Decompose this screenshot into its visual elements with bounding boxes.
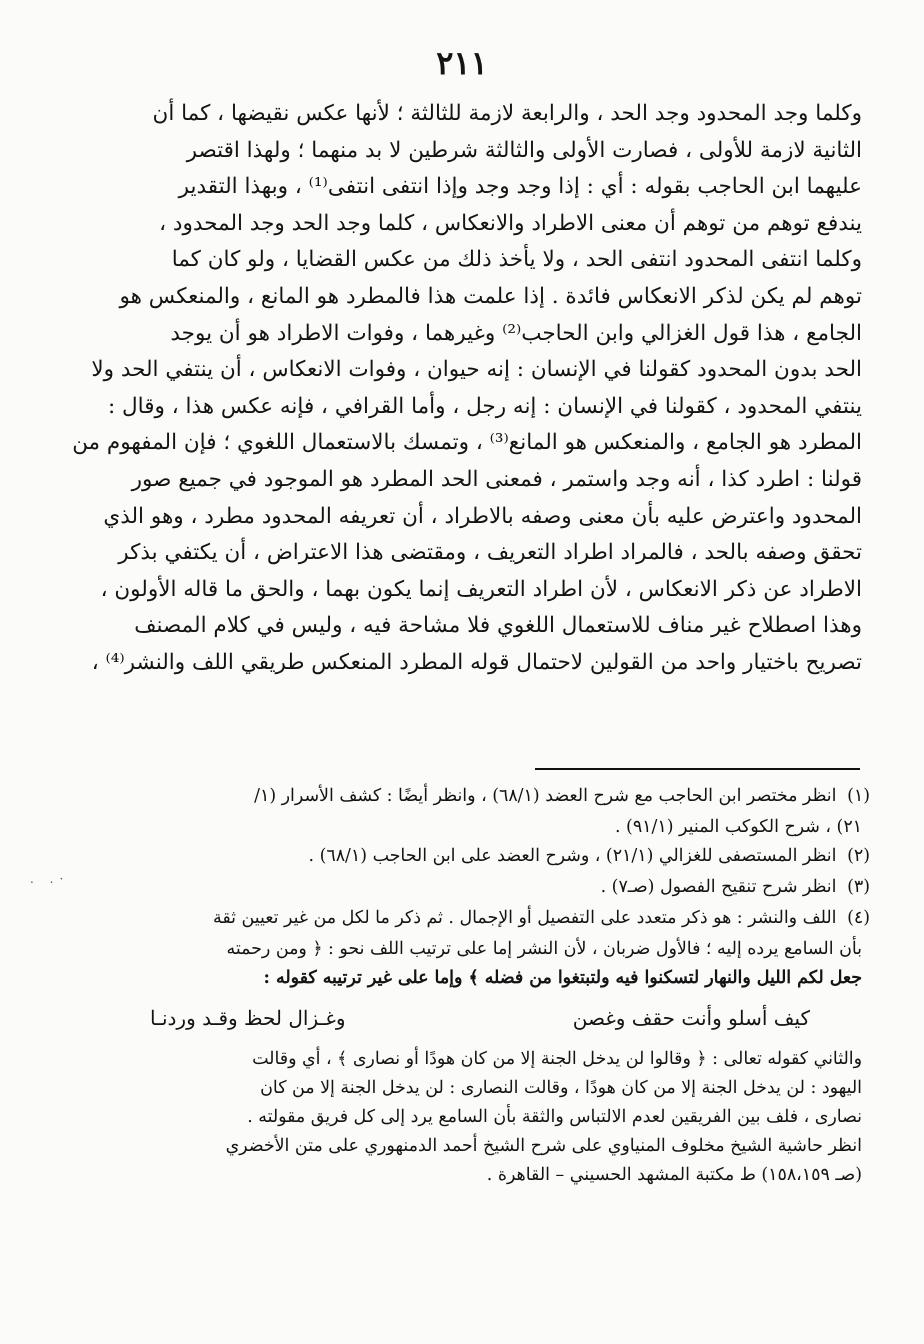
footnote-divider xyxy=(535,768,860,770)
stray-marks: . .· xyxy=(30,872,70,886)
body-line: تصريح باختيار واحد من القولين لاحتمال قوله المطرد المنعكس طريقي اللف والنشر⁽⁴⁾ ، xyxy=(91,649,862,675)
footnote-number: (٢) xyxy=(847,846,870,866)
body-line: الجامع ، هذا قول الغزالي وابن الحاجب⁽²⁾ وغيرهما ، وفوات الاطراد هو أن يوجد xyxy=(170,320,862,346)
body-line: وكلما وجد المحدود وجد الحد ، والرابعة لازمة للثالثة ؛ لأنها عكس نقيضها ، كما أن xyxy=(152,101,862,126)
footnote-2 xyxy=(62,842,870,871)
body-line: يندفع توهم من توهم أن معنى الاطراد والانعكاس ، كلما وجد الحد وجد المحدود ، xyxy=(159,210,862,236)
body-line: وكلما انتفى المحدود انتفى الحد ، ولا يأخذ ذلك من عكس القضايا ، ولو كان كما xyxy=(171,247,862,273)
body-line: المحدود واعترض عليه بأن معنى وصفه بالاطراد ، أن تعريفه المحدود مطرد ، وهو الذي xyxy=(103,503,862,529)
body-line: توهم لم يكن لذكر الانعكاس فائدة . إذا علمت هذا فالمطرد هو المانع ، والمنعكس هو xyxy=(119,283,862,309)
footnotes-section xyxy=(62,782,870,1190)
footnote-1 xyxy=(62,782,870,811)
footnote-3 xyxy=(62,873,870,902)
footnote-text: اللف والنشر : هو ذكر متعدد على التفصيل أو الإجمال . ثم ذكر ما لكل من غير تعيين ثقة xyxy=(213,908,837,928)
footnote-4-line: (صـ ١٥٨،١٥٩) ط مكتبة المشهد الحسيني – القاهرة . xyxy=(486,1165,862,1185)
verse-second-hemistich: وغـزال لحظ وقـد وردنـا xyxy=(150,1006,346,1030)
verse-first-hemistich: كيف أسلو وأنت حقف وغصن xyxy=(572,1006,810,1030)
footnote-number: (٣) xyxy=(847,877,870,897)
body-line: الاطراد عن ذكر الانعكاس ، لأن اطراد التعريف إنما يكون بهما ، والحق ما قاله الأولون ، xyxy=(100,576,862,602)
footnote-number: (١) xyxy=(847,786,870,806)
poetry-verse xyxy=(150,1001,810,1035)
body-line: تحقق وصفه بالحد ، فالمراد اطراد التعريف ، ومقتضى هذا الاعتراض ، أن يكتفي بذكر xyxy=(118,540,862,566)
footnote-text: انظر مختصر ابن الحاجب مع شرح العضد (٦٨/١) ، وانظر أيضًا : كشف الأسرار (١/ xyxy=(254,786,837,806)
footnote-number: (٤) xyxy=(847,908,870,928)
footnote-4-line: نصارى ، فلف بين الفريقين لعدم الالتباس والثقة بأن السامع يرد إلى كل فريق مقولته . xyxy=(247,1107,862,1127)
body-line: المطرد هو الجامع ، والمنعكس هو المانع⁽³⁾ ، وتمسك بالاستعمال اللغوي ؛ فإن المفهوم من xyxy=(72,430,862,456)
footnote-4 xyxy=(62,904,870,933)
body-line: ينتفي المحدود ، كقولنا في الإنسان : إنه رجل ، وأما القرافي ، فإنه عكس هذا ، وقال : xyxy=(107,393,862,419)
body-line: عليهما ابن الحاجب بقوله : أي : إذا وجد وجد وإذا انتفى انتفى⁽¹⁾ ، وبهذا التقدير xyxy=(178,174,862,200)
body-line: الثانية لازمة للأولى ، فصارت الأولى والثالثة شرطين لا بد منهما ؛ ولهذا اقتصر xyxy=(186,137,862,163)
footnote-1-continuation: ٢١) ، شرح الكوكب المنير (٩١/١) . xyxy=(615,817,862,837)
body-line: الحد بدون المحدود كقولنا في الإنسان : إنه حيوان ، وفوات الانعكاس ، أن ينتفي الحد ولا xyxy=(91,357,862,383)
footnote-4-line: بأن السامع يرده إليه ؛ فالأول ضربان ، لأن النشر إما على ترتيب اللف نحو : ﴿ ومن رحمته xyxy=(226,939,862,959)
quran-verse-line: جعل لكم الليل والنهار لتسكنوا فيه ولتبتغوا من فضله ﴾ وإما على غير ترتيبه كقوله : xyxy=(263,968,862,988)
body-line: قولنا : اطرد كذا ، أنه وجد واستمر ، فمعنى الحد المطرد هو الموجود في جميع صور xyxy=(131,466,862,492)
body-line: وهذا اصطلاح غير مناف للاستعمال اللغوي فلا مشاحة فيه ، وليس في كلام المصنف xyxy=(134,613,862,639)
footnote-4-line: والثاني كقوله تعالى : ﴿ وقالوا لن يدخل الجنة إلا من كان هودًا أو نصارى ﴾ ، أي وقالت xyxy=(252,1049,862,1069)
footnote-text: انظر شرح تنقيح الفصول (صـ٧) . xyxy=(600,877,837,897)
footnote-4-line: انظر حاشية الشيخ مخلوف المنياوي على شرح الشيخ أحمد الدمنهوري على متن الأخضري xyxy=(225,1136,862,1156)
page-number: ٢١١ xyxy=(436,44,488,82)
main-text-block xyxy=(62,96,862,682)
footnote-text: انظر المستصفى للغزالي (٢١/١) ، وشرح العضد على ابن الحاجب (٦٨/١) . xyxy=(308,846,837,866)
footnote-4-line: اليهود : لن يدخل الجنة إلا من كان هودًا ، وقالت النصارى : لن يدخل الجنة إلا من كان xyxy=(260,1078,862,1098)
